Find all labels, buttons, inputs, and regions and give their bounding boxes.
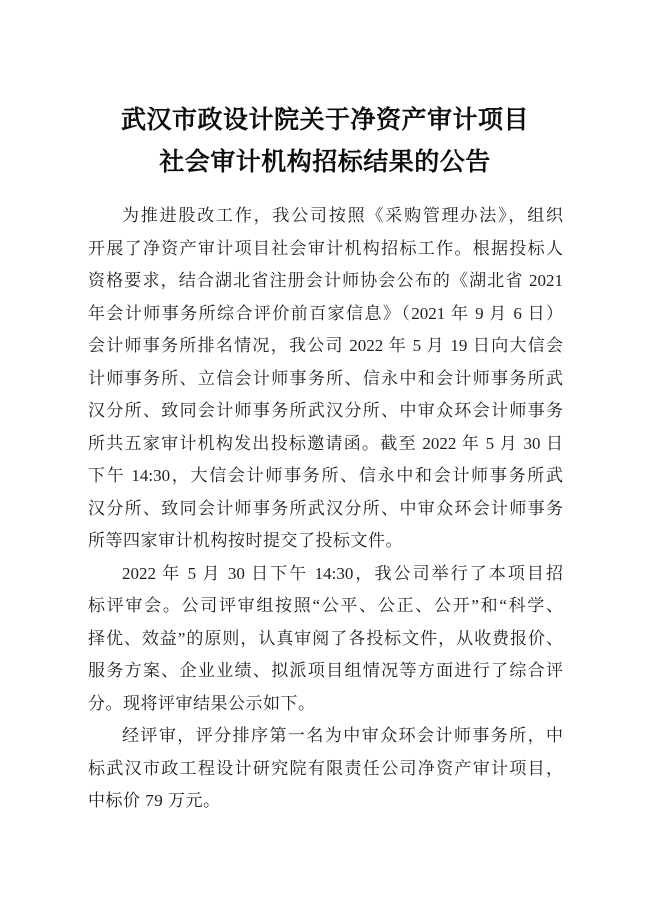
- text-line: 标评审会。公司评审组按照“公平、公正、公开”和“科学、: [88, 596, 563, 615]
- document-body: [88, 200, 563, 818]
- document-title: [0, 100, 650, 184]
- text-line: 开展了净资产审计项目社会审计机构招标工作。根据投标人: [88, 238, 563, 258]
- text-line: 汉分所、致同会计师事务所武汉分所、中审众环会计师事务: [88, 401, 563, 420]
- text-line: 资格要求，结合湖北省注册会计师协会公布的《湖北省 2021: [88, 271, 563, 290]
- title-line-1: 武汉市政设计院关于净资产审计项目: [120, 107, 529, 134]
- paragraph-3: [88, 720, 563, 818]
- text-line: 年会计师事务所综合评价前百家信息》（2021 年 9 月 6 日）: [88, 303, 563, 323]
- text-line: 中标价 79 万元。: [88, 791, 221, 810]
- text-line: 标武汉市政工程设计研究院有限责任公司净资产审计项目，: [88, 758, 563, 778]
- text-line: 经评审，评分排序第一名为中审众环会计师事务所，中: [122, 726, 563, 745]
- text-line: 会计师事务所排名情况，我公司 2022 年 5 月 19 日向大信会: [88, 336, 563, 355]
- text-line: 下午 14:30，大信会计师事务所、信永中和会计师事务所武: [88, 466, 563, 485]
- text-line: 为推进股改工作，我公司按照《采购管理办法》，组织: [122, 206, 563, 225]
- text-line: 服务方案、企业业绩、拟派项目组情况等方面进行了综合评: [88, 661, 563, 680]
- paragraph-2: [88, 558, 563, 721]
- title-line-2: 社会审计机构招标结果的公告: [159, 149, 491, 176]
- paragraph-1: [88, 200, 563, 558]
- text-line: 计师事务所、立信会计师事务所、信永中和会计师事务所武: [88, 368, 563, 388]
- text-line: 分。现将评审结果公示如下。: [88, 693, 316, 713]
- text-line: 所等四家审计机构按时提交了投标文件。: [88, 531, 403, 550]
- text-line: 所共五家审计机构发出投标邀请函。截至 2022 年 5 月 30 日: [88, 433, 563, 453]
- text-line: 汉分所、致同会计师事务所武汉分所、中审众环会计师事务: [88, 498, 563, 518]
- text-line: 2022 年 5 月 30 日下午 14:30，我公司举行了本项目招: [122, 563, 563, 583]
- text-line: 择优、效益”的原则，认真审阅了各投标文件，从收费报价、: [88, 628, 563, 648]
